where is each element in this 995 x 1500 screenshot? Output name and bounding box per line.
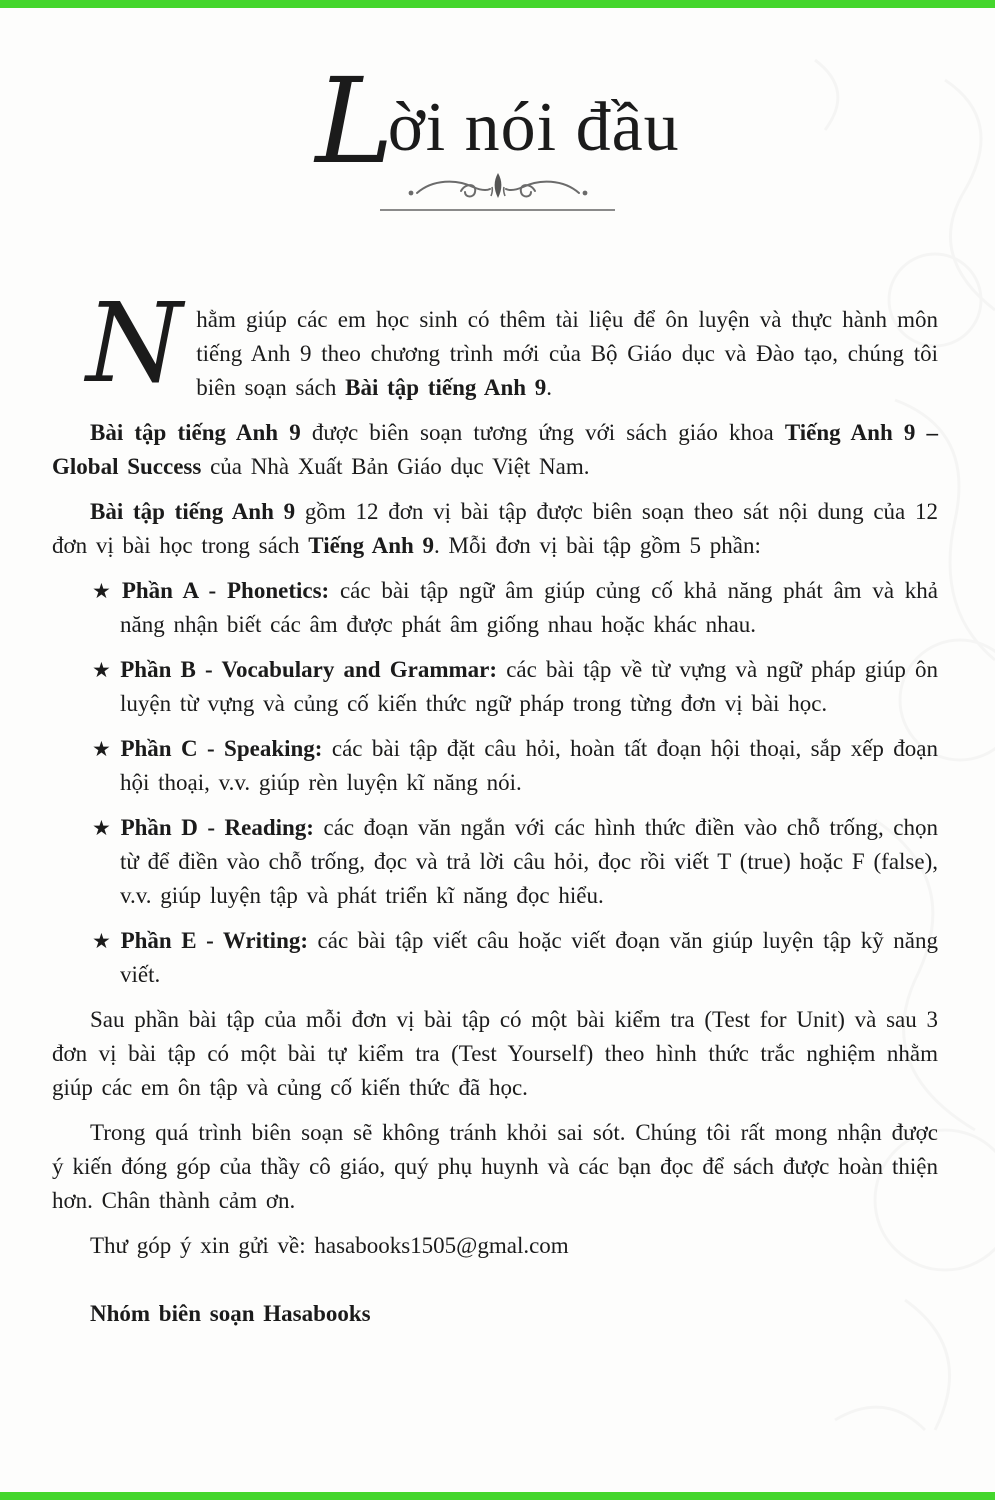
drop-cap-initial: N bbox=[86, 279, 183, 407]
star-bullet-icon: ★ bbox=[92, 579, 113, 603]
body-paragraphs bbox=[52, 279, 939, 1331]
bullet-item: ★ Phần A - Phonetics: các bài tập ngữ âm giúp củng cố khả năng phát âm và khả năng nhận biết các âm được phát âm giống nhau hoặc khác nhau. bbox=[92, 578, 938, 637]
top-green-bar bbox=[0, 0, 995, 8]
ornament-underline bbox=[380, 209, 615, 211]
signature-line: Nhóm biên soạn Hasabooks bbox=[90, 1301, 371, 1326]
bottom-green-bar bbox=[0, 1492, 995, 1500]
paragraph: Bài tập tiếng Anh 9 gồm 12 đơn vị bài tập được biên soạn theo sát nội dung của 12 đơn vị bài học trong sách Tiếng Anh 9. Mỗi đơn vị bài tập gồm 5 phần: bbox=[52, 499, 938, 558]
title-drop-initial: L bbox=[315, 52, 388, 190]
bullet-item: ★ Phần E - Writing: các bài tập viết câu hoặc viết đoạn văn giúp luyện tập kỹ năng viết. bbox=[92, 928, 938, 987]
star-bullet-icon: ★ bbox=[92, 816, 112, 840]
paragraph: Thư góp ý xin gửi về: hasabooks1505@gmal.com bbox=[90, 1233, 569, 1258]
bullet-item: ★ Phần C - Speaking: các bài tập đặt câu hỏi, hoàn tất đoạn hội thoại, sắp xếp đoạn hội thoại, v.v. giúp rèn luyện kĩ năng nói. bbox=[92, 736, 939, 795]
paragraph: Bài tập tiếng Anh 9 được biên soạn tương ứng với sách giáo khoa Tiếng Anh 9 – Global Success của Nhà Xuất Bản Giáo dục Việt Nam. bbox=[52, 420, 939, 479]
bullet-item: ★ Phần D - Reading: các đoạn văn ngắn với các hình thức điền vào chỗ trống, chọn từ để điền vào chỗ trống, đọc và trả lời câu hỏi, đọc rồi viết T (true) hoặc F (false), v.v. giúp luyện tập và phát triển kĩ năng đọc hiểu. bbox=[92, 815, 938, 908]
page-title bbox=[0, 52, 995, 190]
star-bullet-icon: ★ bbox=[92, 658, 112, 682]
floral-divider-icon bbox=[0, 170, 995, 211]
star-bullet-icon: ★ bbox=[92, 737, 112, 761]
bullet-item: ★ Phần B - Vocabulary and Grammar: các bài tập về từ vựng và ngữ pháp giúp ôn luyện từ vựng và củng cố kiến thức ngữ pháp trong từng đơn vị bài học. bbox=[92, 657, 938, 716]
paragraph: Sau phần bài tập của mỗi đơn vị bài tập có một bài kiểm tra (Test for Unit) và sau 3 đơn vị bài tập có một bài tự kiểm tra (Test Yourself) theo hình thức trắc nghiệm nhằm giúp các em ôn tập và củng cố kiến thức đã học. bbox=[52, 1007, 938, 1100]
paragraph: Nhằm giúp các em học sinh có thêm tài liệu để ôn luyện và thực hành môn tiếng Anh 9 theo chương trình mới của Bộ Giáo dục và Đào tạo, chúng tôi biên soạn sách Bài tập tiếng Anh 9. bbox=[86, 279, 938, 407]
star-bullet-icon: ★ bbox=[92, 929, 112, 953]
paragraph: Trong quá trình biên soạn sẽ không tránh khỏi sai sót. Chúng tôi rất mong nhận được ý kiến đóng góp của thầy cô giáo, quý phụ huynh và các bạn đọc để sách được hoàn thiện hơn. Chân thành cảm ơn. bbox=[52, 1120, 938, 1213]
title-rest: ời nói đầu bbox=[387, 89, 680, 166]
